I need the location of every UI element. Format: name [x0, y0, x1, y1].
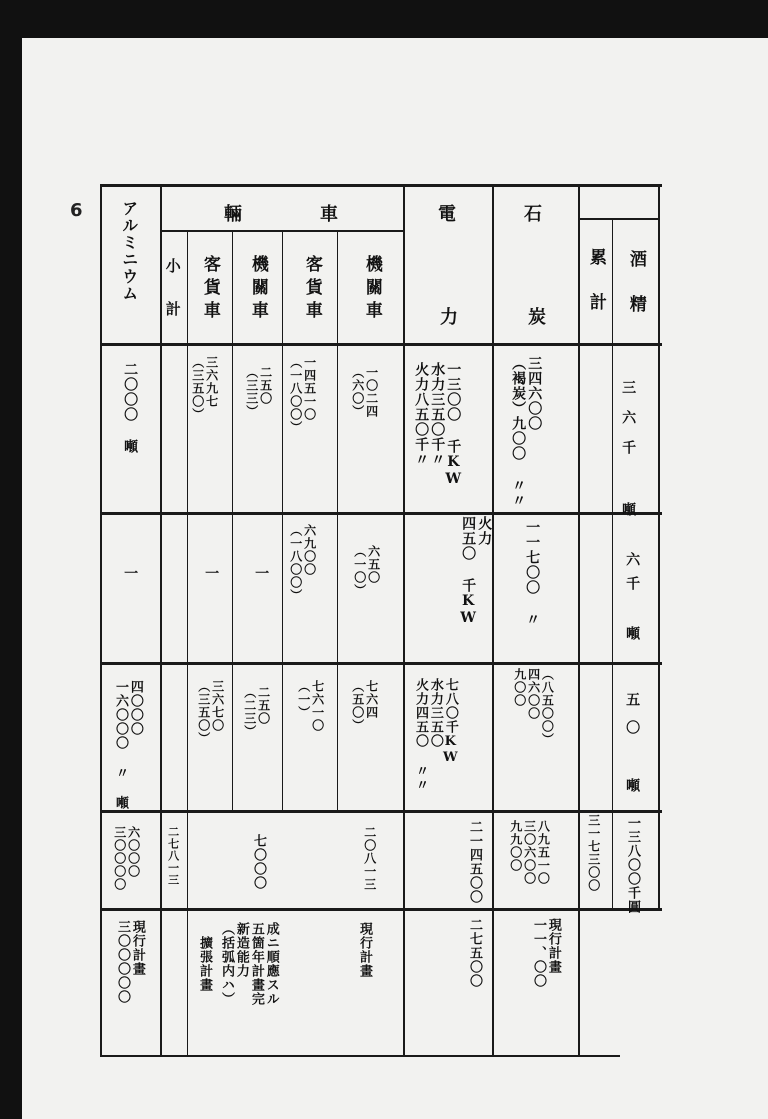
- r5-vehicles-note-c: 現行計畫: [356, 922, 372, 978]
- header-sub-rule-right: [578, 218, 660, 220]
- header-passenger-freight-b: 客貨車: [301, 255, 322, 324]
- r5-aluminium: 現行計畫 三〇〇〇〇〇: [114, 920, 145, 1004]
- table-bottom-rule: [100, 1055, 620, 1057]
- r1-passenger-freight-a: 三六九七 （三五〇）: [190, 356, 219, 421]
- r4-power: 二一四五〇〇: [466, 820, 482, 904]
- cumulative-alcohol-rule: [612, 218, 613, 908]
- page-number: 6: [70, 200, 83, 221]
- r3-passenger-freight-b: 七六一〇 （一）: [296, 680, 325, 732]
- r1-coal: 三四六〇〇 （褐炭）九〇〇 〃〃: [510, 356, 543, 508]
- r2-locomotive-a: 一: [253, 566, 270, 581]
- header-cumulative: 累計: [585, 248, 606, 338]
- table-left-rule: [100, 184, 102, 1055]
- subtotal-rule: [187, 230, 188, 1055]
- header-coal-bottom: 炭: [528, 307, 546, 328]
- header-coal-top: 石: [524, 204, 542, 225]
- vehicles-power-rule: [403, 184, 405, 1055]
- r2-coal: 一一七〇〇 〃: [524, 520, 541, 627]
- r4-subtotal: 二七八一三: [166, 826, 180, 886]
- pf-b-rule: [337, 230, 338, 810]
- header-vehicles-right: 車: [320, 204, 338, 225]
- header-passenger-freight-a: 客貨車: [199, 255, 220, 324]
- r2-passenger-freight-a: 一: [203, 566, 220, 581]
- r1-power: 一三〇〇 千KW 水力三五〇千〃 火力八五〇千〃: [413, 362, 462, 488]
- r5-power: 二七五〇〇: [466, 918, 482, 988]
- r1-locomotive-b: 一〇二四 （六〇）: [350, 366, 379, 418]
- r4-alcohol: 一三八〇〇千圓: [624, 816, 640, 914]
- pf-a-rule: [232, 230, 233, 810]
- r2-power: 火力 四五〇 千KW: [460, 516, 493, 627]
- header-power: 力: [440, 307, 458, 328]
- r4-aluminium: 六〇〇〇 三〇〇〇〇: [112, 826, 141, 891]
- r1-locomotive-a: 二五〇 （三三）: [244, 366, 273, 418]
- r5-vehicles-note-a: 擴張計畫: [196, 936, 212, 992]
- aluminium-vehicles-rule: [160, 184, 162, 1055]
- r4-vehicles-merged-a: 七〇〇〇: [250, 834, 266, 890]
- r2-locomotive-b: 六五〇 （一〇）: [352, 545, 381, 597]
- loco-a-rule: [282, 230, 283, 810]
- header-aluminium: アルミニウム: [119, 200, 139, 302]
- r2-alcohol: 六千 噸: [624, 552, 641, 650]
- header-subtotal: 小計: [163, 258, 182, 344]
- r3-coal: （八五〇〇） 四六〇〇 九〇〇: [512, 668, 555, 746]
- r3-power: 七八〇千KW 水力三五〇 火力四五〇 〃〃: [412, 678, 458, 792]
- r5-coal: 現行計畫 一一、〇〇: [530, 918, 561, 988]
- r3-aluminium: 四〇〇〇 一六〇〇〇 〃 噸: [112, 680, 143, 810]
- r1-aluminium: 二〇〇〇 噸: [122, 362, 139, 454]
- r1-alcohol: 三六千 噸: [620, 380, 637, 532]
- r3-locomotive-b: 七六四 （五〇）: [350, 680, 379, 732]
- table-right-rule: [658, 184, 660, 908]
- header-vehicles-left: 輛: [224, 204, 242, 225]
- r4-vehicles-merged-b: 二〇八一三: [362, 826, 377, 891]
- r1-passenger-freight-b: 一四五一〇 （一八〇〇）: [288, 356, 317, 434]
- header-electric: 電: [438, 204, 456, 225]
- power-coal-rule: [492, 184, 494, 1055]
- header-locomotive-a: 機關車: [247, 255, 268, 324]
- coal-cumulative-rule: [578, 184, 580, 1055]
- r2-passenger-freight-b: 六九〇〇 （一八〇〇）: [288, 524, 317, 602]
- r4-cumulative: 三一七三〇〇: [586, 814, 601, 892]
- faint-stamp: [590, 170, 660, 194]
- r3-alcohol: 五〇 噸: [624, 692, 641, 806]
- header-alcohol: 酒精: [625, 250, 646, 340]
- r3-locomotive-a: 二五〇 （二三）: [242, 686, 271, 738]
- r4-coal: 八九五一〇 三〇六〇〇 九九〇〇: [508, 820, 551, 885]
- r2-aluminium: 一: [122, 566, 139, 581]
- header-locomotive-b: 機關車: [361, 255, 382, 324]
- r3-passenger-freight-a: 三六七〇 （三五〇）: [196, 680, 225, 745]
- r5-vehicles-note-b: 成ニ順應スル 五箇年計畫完 新造能力 （括弧内ハ）: [218, 922, 279, 1006]
